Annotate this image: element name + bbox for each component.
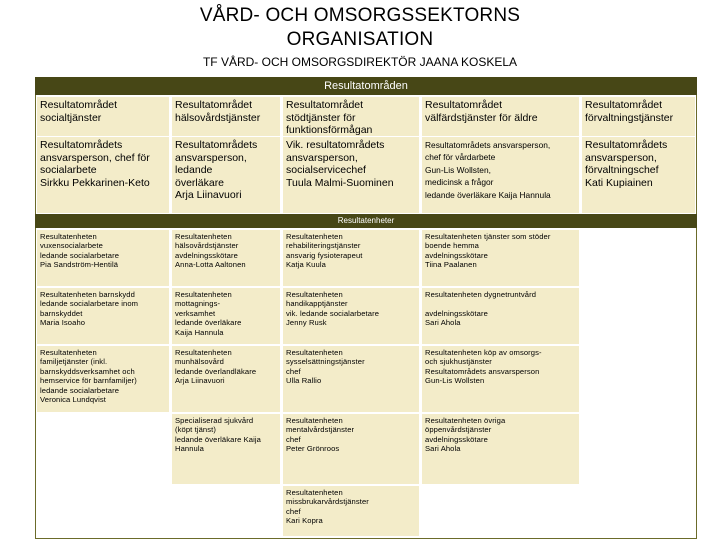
unit-col3-5-line: Kari Kopra xyxy=(286,516,323,526)
area-responsible-2-line: ledande xyxy=(175,164,213,176)
unit-col2-2-line: verksamhet xyxy=(175,308,216,318)
unit-col4-3-line: och sjukhustjänster xyxy=(425,357,492,367)
unit-col2-3-line: Resultatenheten xyxy=(175,348,232,357)
unit-col3-2-line: vik. ledande socialarbetare xyxy=(286,308,380,318)
area-name-4 xyxy=(422,97,579,136)
unit-col3-5 xyxy=(283,486,419,536)
unit-col4-2-line: avdelningsskötare xyxy=(425,308,488,318)
area-responsible-1-line: Resultatområdets xyxy=(40,139,123,151)
unit-col3-2-line: Resultatenheten xyxy=(286,290,343,299)
area-responsible-5 xyxy=(582,137,695,213)
area-name-3-line: funktionsförmågan xyxy=(286,124,373,136)
area-name-2-line: Resultatområdet xyxy=(175,99,253,111)
unit-col2-1-line: hälsovårdstjänster xyxy=(175,241,239,251)
unit-col4-3 xyxy=(422,346,579,412)
area-responsible-3 xyxy=(283,137,419,213)
unit-col3-5-line: missbrukarvårdstjänster xyxy=(286,497,369,507)
area-responsible-2-line: Arja Liinavuori xyxy=(175,189,242,201)
area-responsible-2-line: överläkare xyxy=(175,176,225,189)
area-responsible-1-line: socialarbete xyxy=(40,164,97,176)
unit-col4-4-line: Resultatenheten övriga xyxy=(425,416,506,425)
unit-col1-2 xyxy=(37,288,169,344)
unit-col2-2-line: mottagnings- xyxy=(175,299,221,309)
unit-col1-2-line: Maria Isoaho xyxy=(40,318,86,328)
area-name-1 xyxy=(37,97,169,136)
unit-col3-4 xyxy=(283,414,419,484)
unit-col1-2-line: Resultatenheten barnskydd xyxy=(40,290,135,299)
area-name-5 xyxy=(582,97,695,136)
unit-col1-1-line: Resultatenheten xyxy=(40,232,97,241)
area-name-5-line: Resultatområdet xyxy=(585,99,663,111)
unit-col3-2-line: handikapptjänster xyxy=(286,299,348,309)
unit-col4-3-line: Resultatenheten köp av omsorgs- xyxy=(425,348,542,357)
band-result-units: Resultatenheter xyxy=(35,214,697,228)
area-responsible-4-line: Gun-Lis Wollsten, xyxy=(425,164,491,175)
unit-col3-1-line: Katja Kuula xyxy=(286,260,326,270)
unit-col4-2 xyxy=(422,288,579,344)
unit-col4-1-line: Resultatenheten tjänster som stöder xyxy=(425,232,551,241)
unit-col3-3 xyxy=(283,346,419,412)
area-responsible-5-line: Kati Kupiainen xyxy=(585,176,653,189)
unit-col2-1 xyxy=(172,230,280,286)
area-name-5-line: förvaltningstjänster xyxy=(585,111,674,124)
unit-col1-1-line: vuxensocialarbete xyxy=(40,241,103,251)
unit-col3-3-line: Ulla Rallio xyxy=(286,376,322,386)
title-line-1: VÅRD- OCH OMSORGSSEKTORNS xyxy=(199,5,521,26)
unit-col2-1-line: Resultatenheten xyxy=(175,232,232,241)
unit-col1-1 xyxy=(37,230,169,286)
area-responsible-4-line: medicinsk a frågor xyxy=(425,177,494,188)
unit-col4-2-line: Resultatenheten dygnetruntvård xyxy=(425,290,537,299)
title-line-2: ORGANISATION xyxy=(286,29,434,50)
unit-col4-2-line: Sari Ahola xyxy=(425,318,461,328)
unit-col2-4-line: Specialiserad sjukvård xyxy=(175,416,254,425)
unit-col2-4 xyxy=(172,414,280,484)
unit-col2-3-line: munhälsovård xyxy=(175,357,224,367)
unit-col3-3-line: Resultatenheten xyxy=(286,348,343,357)
unit-col3-3-line: sysselsättningstjänster xyxy=(286,357,365,367)
page-subtitle: TF VÅRD- OCH OMSORGSDIREKTÖR JAANA KOSKELA xyxy=(202,55,518,69)
unit-col2-4-line: (köpt tjänst) xyxy=(175,425,216,435)
area-responsible-4 xyxy=(422,137,579,213)
unit-col4-1 xyxy=(422,230,579,286)
band-result-areas: Resultatområden xyxy=(35,77,697,95)
area-name-2 xyxy=(172,97,280,136)
area-name-2-line: hälsovårdstjänster xyxy=(175,111,261,124)
area-responsible-4-line: ledande överläkare Kaija Hannula xyxy=(425,189,551,200)
area-name-4-line: välfärdstjänster för äldre xyxy=(425,111,538,124)
unit-col3-1 xyxy=(283,230,419,286)
unit-col2-1-line: avdelningsskötare xyxy=(175,250,238,260)
unit-col3-1-line: Resultatenheten xyxy=(286,232,343,241)
unit-col4-1-line: Tiina Paalanen xyxy=(425,260,477,270)
area-name-3 xyxy=(283,97,419,136)
area-responsible-4-line: Resultatområdets ansvarsperson, xyxy=(425,140,551,150)
area-responsible-3-line: socialservicechef xyxy=(286,164,366,176)
unit-col4-4-line: avdelningsskötare xyxy=(425,434,488,444)
area-responsible-3-line: Vik. resultatområdets xyxy=(286,139,385,151)
unit-col4-1-line: avdelningsskötare xyxy=(425,250,488,260)
unit-col3-4-line: Resultatenheten xyxy=(286,416,343,425)
area-responsible-1-line: ansvarsperson, chef för xyxy=(40,151,150,164)
unit-col1-3-line: ledande socialarbetare xyxy=(40,385,120,395)
area-name-4-line: Resultatområdet xyxy=(425,99,503,111)
area-name-3-line: Resultatområdet xyxy=(286,99,364,111)
unit-col2-3-line: Arja Liinavuori xyxy=(175,376,225,386)
unit-col4-1-line: boende hemma xyxy=(425,241,479,251)
unit-col1-1-line: ledande socialarbetare xyxy=(40,250,120,260)
unit-col2-4-line: ledande överläkare Kaija xyxy=(175,434,261,444)
unit-col2-4-line: Hannula xyxy=(175,444,204,454)
page-title xyxy=(0,4,720,52)
area-name-1-line: socialtjänster xyxy=(40,111,102,124)
unit-col2-1-line: Anna-Lotta Aaltonen xyxy=(175,260,246,270)
unit-col3-1-line: rehabiliteringstjänster xyxy=(286,241,361,251)
unit-col4-4 xyxy=(422,414,579,484)
unit-col2-2-line: Kaija Hannula xyxy=(175,327,224,337)
unit-col3-2-line: Jenny Rusk xyxy=(286,318,327,328)
unit-col1-3-line: Veronica Lundqvist xyxy=(40,395,106,405)
unit-col4-3-line: Gun-Lis Wollsten xyxy=(425,376,485,386)
area-responsible-1-line: Sirkku Pekkarinen-Keto xyxy=(40,176,150,189)
unit-col1-3-line: familjetjänster (inkl. xyxy=(40,357,108,367)
unit-col3-4-line: Peter Grönroos xyxy=(286,444,340,454)
unit-col3-2 xyxy=(283,288,419,344)
unit-col4-4-line: Sari Ahola xyxy=(425,444,461,454)
unit-col1-3-line: Resultatenheten xyxy=(40,348,97,357)
unit-col3-5-line: Resultatenheten xyxy=(286,488,343,497)
area-responsible-3-line: ansvarsperson, xyxy=(286,151,358,164)
unit-col3-1-line: ansvarig fysioterapeut xyxy=(286,250,363,260)
unit-col2-2-line: ledande överläkare xyxy=(175,318,242,328)
unit-col4-3-line: Resultatområdets ansvarsperson xyxy=(425,366,540,376)
unit-col2-3 xyxy=(172,346,280,412)
area-responsible-1 xyxy=(37,137,169,213)
unit-col1-2-line: ledande socialarbetare inom xyxy=(40,299,139,309)
unit-col1-2-line: barnskyddet xyxy=(40,308,83,318)
unit-col1-3 xyxy=(37,346,169,412)
unit-col1-3-line: hemservice för barnfamiljer) xyxy=(40,376,137,386)
unit-col2-3-line: ledande överlandläkare xyxy=(175,366,257,376)
area-responsible-2 xyxy=(172,137,280,213)
unit-col3-5-line: chef xyxy=(286,506,301,516)
unit-col3-4-line: chef xyxy=(286,434,301,444)
unit-col2-2 xyxy=(172,288,280,344)
unit-col1-1-line: Pia Sandström-Hentilä xyxy=(40,260,119,270)
area-name-1-line: Resultatområdet xyxy=(40,99,118,111)
unit-col4-4-line: öppenvårdstjänster xyxy=(425,425,492,435)
unit-col1-3-line: barnskyddsverksamhet och xyxy=(40,366,135,376)
area-responsible-2-line: ansvarsperson, xyxy=(175,151,247,164)
area-responsible-5-line: ansvarsperson, xyxy=(585,151,657,164)
unit-col2-2-line: Resultatenheten xyxy=(175,290,232,299)
unit-col3-4-line: mentalvårdstjänster xyxy=(286,425,355,435)
area-responsible-4-line: chef för vårdarbete xyxy=(425,152,496,163)
area-responsible-2-line: Resultatområdets xyxy=(175,139,258,151)
unit-col4-2-line xyxy=(425,299,576,308)
area-responsible-3-line: Tuula Malmi-Suominen xyxy=(286,176,394,189)
unit-col3-3-line: chef xyxy=(286,366,301,376)
area-responsible-5-line: Resultatområdets xyxy=(585,139,668,151)
area-name-3-line: stödtjänster för xyxy=(286,111,356,124)
area-responsible-5-line: förvaltningschef xyxy=(585,164,659,176)
